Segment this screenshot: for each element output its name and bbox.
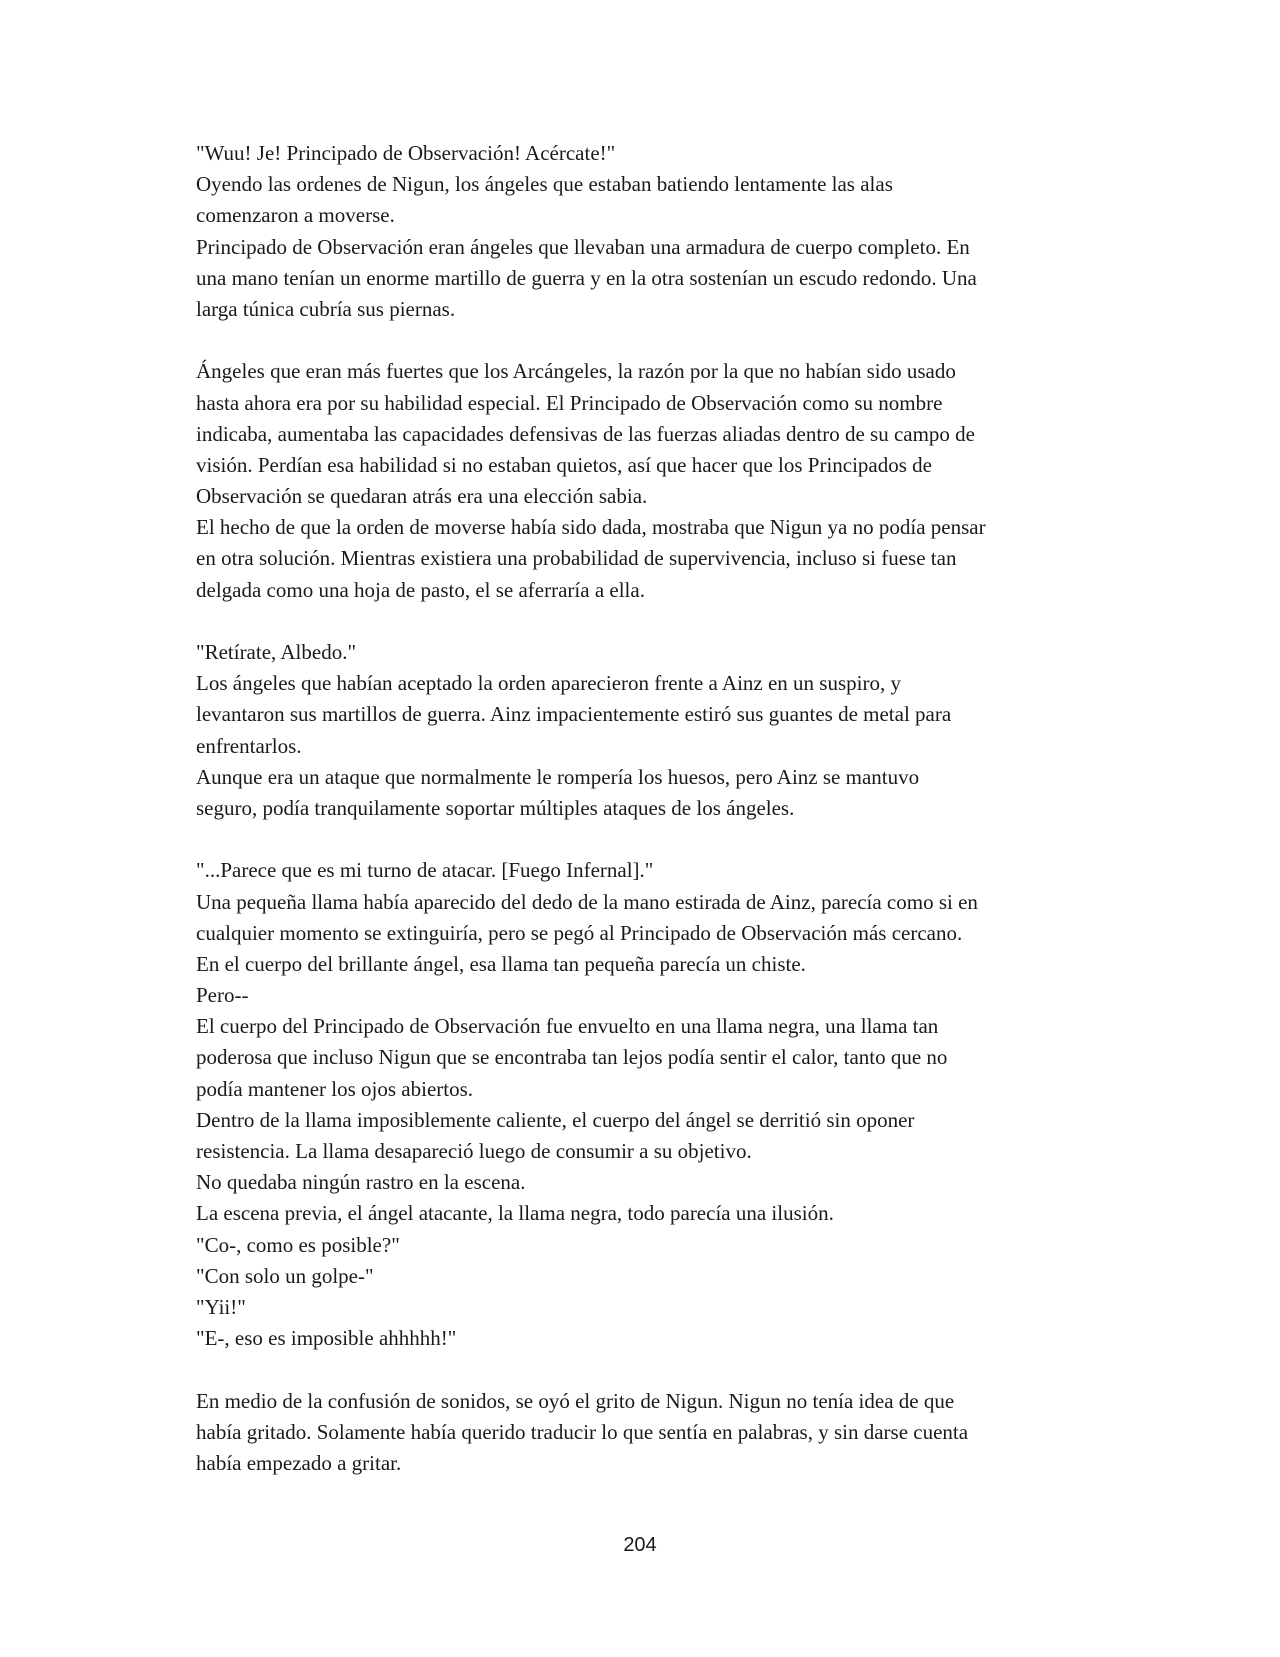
text-line: "Retírate, Albedo." — [196, 640, 357, 664]
text-line: hasta ahora era por su habilidad especial. El Principado de Observación como su nombre — [196, 390, 943, 415]
text-line: "Co-, como es posible?" — [196, 1232, 400, 1257]
text-line: en otra solución. Mientras existiera una probabilidad de supervivencia, incluso si fuese tan — [196, 546, 957, 571]
text-line: visión. Perdían esa habilidad si no estaban quietos, así que hacer que los Principados de — [196, 452, 932, 477]
text-line: Una pequeña llama había aparecido del dedo de la mano estirada de Ainz, parecía como si en — [196, 889, 978, 914]
text-line: levantaron sus martillos de guerra. Ainz impacientemente estiró sus guantes de metal para — [196, 702, 952, 727]
text-line: Dentro de la llama imposiblemente caliente, el cuerpo del ángel se derritió sin oponer — [196, 1107, 915, 1132]
text-line: Ángeles que eran más fuertes que los Arcángeles, la razón por la que no habían sido usado — [196, 359, 956, 384]
text-line: cualquier momento se extinguiría, pero se pegó al Principado de Observación más cercano. — [196, 920, 963, 945]
text-line: larga túnica cubría sus piernas. — [196, 296, 456, 321]
text-line: había empezado a gritar. — [196, 1450, 402, 1475]
text-line: En el cuerpo del brillante ángel, esa llama tan pequeña parecía un chiste. — [196, 951, 806, 976]
text-line: La escena previa, el ángel atacante, la llama negra, todo parecía una ilusión. — [196, 1201, 834, 1226]
text-line: El hecho de que la orden de moverse había sido dada, mostraba que Nigun ya no podía pensar — [196, 515, 986, 540]
paragraph-gap — [196, 1354, 1096, 1385]
text-line: El cuerpo del Principado de Observación fue envuelto en una llama negra, una llama tan — [196, 1014, 939, 1039]
text-line: Los ángeles que habían aceptado la orden aparecieron frente a Ainz en un suspiro, y — [196, 671, 901, 696]
text-line: Principado de Observación eran ángeles que llevaban una armadura de cuerpo completo. En — [196, 234, 970, 259]
text-line: comenzaron a moverse. — [196, 203, 395, 228]
text-line: seguro, podía tranquilamente soportar múltiples ataques de los ángeles. — [196, 795, 795, 820]
text-line: una mano tenían un enorme martillo de guerra y en la otra sostenían un escudo redondo. Una — [196, 265, 977, 290]
text-line: Observación se quedaran atrás era una elección sabia. — [196, 484, 648, 509]
text-line: "Wuu! Je! Principado de Observación! Acércate!" — [196, 141, 616, 165]
text-line: "E-, eso es imposible ahhhhh!" — [196, 1326, 457, 1351]
text-line: había gritado. Solamente había querido traducir lo que sentía en palabras, y sin darse cuenta — [196, 1419, 969, 1444]
text-line: indicaba, aumentaba las capacidades defensivas de las fuerzas aliadas dentro de su campo de — [196, 421, 975, 446]
text-line: "Yii!" — [196, 1294, 246, 1319]
paragraph-gap — [196, 824, 1096, 855]
text-line: No quedaba ningún rastro en la escena. — [196, 1170, 526, 1195]
text-line: podía mantener los ojos abiertos. — [196, 1076, 474, 1101]
text-line: "Con solo un golpe-" — [196, 1263, 374, 1288]
paragraph-gap — [196, 606, 1096, 637]
text-line: poderosa que incluso Nigun que se encontraba tan lejos podía sentir el calor, tanto que no — [196, 1045, 948, 1070]
body-text — [196, 138, 1096, 1479]
text-line: Oyendo las ordenes de Nigun, los ángeles que estaban batiendo lentamente las alas — [196, 172, 893, 197]
text-line: resistencia. La llama desapareció luego de consumir a su objetivo. — [196, 1139, 752, 1163]
text-line: enfrentarlos. — [196, 733, 302, 758]
text-line: Aunque era un ataque que normalmente le rompería los huesos, pero Ainz se mantuvo — [196, 764, 920, 789]
text-line: delgada como una hoja de pasto, el se aferraría a ella. — [196, 577, 645, 602]
paragraph-gap — [196, 325, 1096, 356]
text-line: Pero-- — [196, 983, 249, 1008]
text-line: En medio de la confusión de sonidos, se oyó el grito de Nigun. Nigun no tenía idea de que — [196, 1388, 955, 1413]
page-number: 204 — [623, 1534, 657, 1556]
text-line: "...Parece que es mi turno de atacar. [Fuego Infernal]." — [196, 858, 654, 883]
